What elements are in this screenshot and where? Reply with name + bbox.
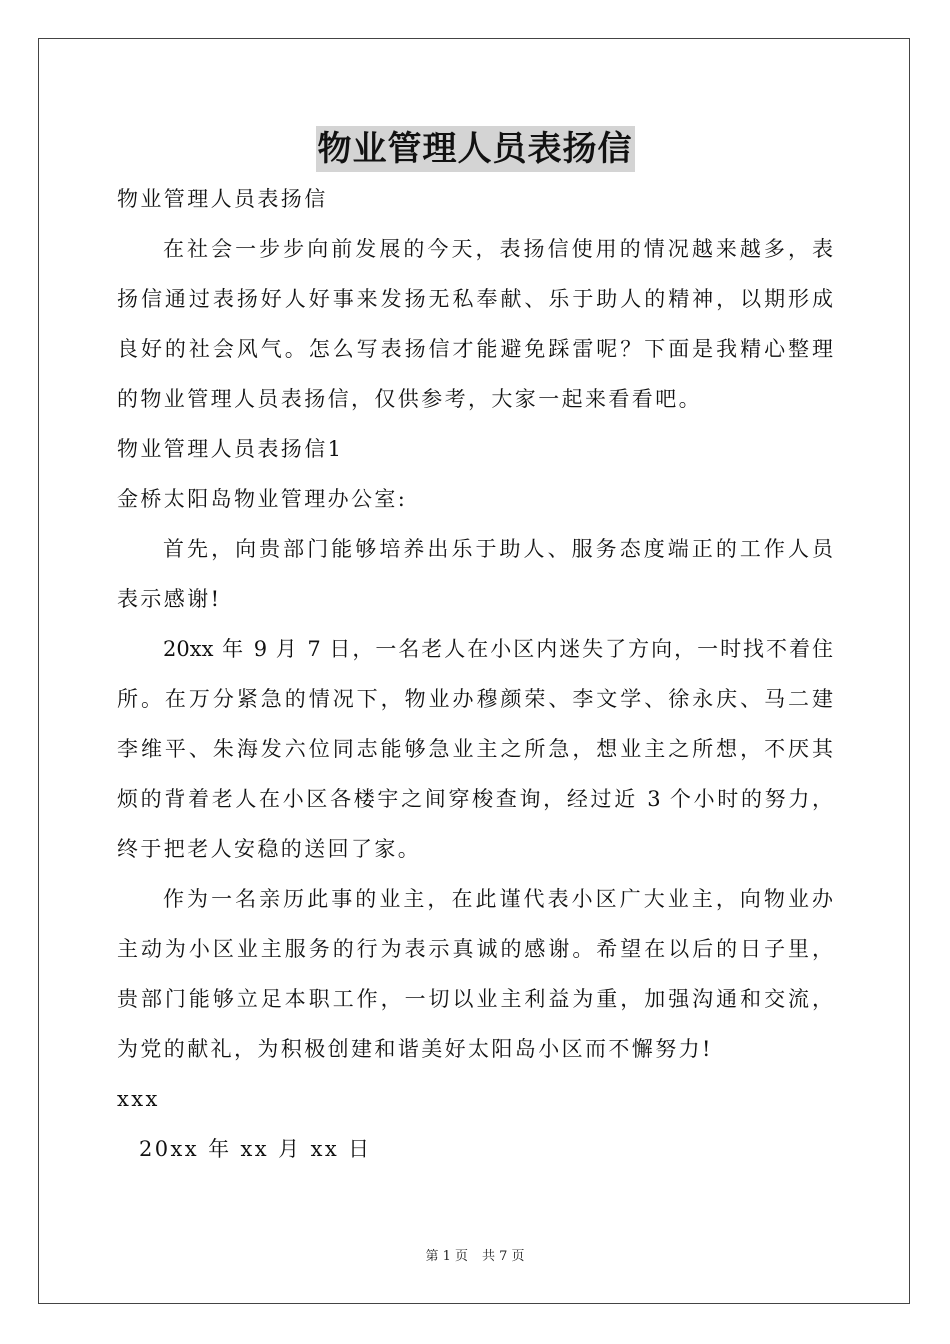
para1-line-2: 表示感谢! <box>117 587 222 611</box>
para3-line-2: 主动为小区业主服务的行为表示真诚的感谢。希望在以后的日子里， <box>117 937 833 961</box>
para2-line-3: 李维平、朱海发六位同志能够急业主之所急，想业主之所想，不厌其 <box>117 737 833 761</box>
document-title: 物业管理人员表扬信 <box>316 126 635 172</box>
intro-line-3: 良好的社会风气。怎么写表扬信才能避免踩雷呢？下面是我精心整理 <box>117 337 833 361</box>
signature: xxx <box>117 1087 160 1111</box>
letter-heading: 物业管理人员表扬信1 <box>117 437 344 461</box>
para3-line-1: 作为一名亲历此事的业主，在此谨代表小区广大业主，向物业办 <box>163 887 833 911</box>
page-border <box>38 38 910 1304</box>
letter-date: 20xx 年 xx 月 xx 日 <box>139 1137 372 1161</box>
page-number-current: 第 1 页 <box>425 1249 468 1264</box>
salutation: 金桥太阳岛物业管理办公室: <box>117 487 408 511</box>
para1-line-1: 首先，向贵部门能够培养出乐于助人、服务态度端正的工作人员 <box>163 537 833 561</box>
subtitle: 物业管理人员表扬信 <box>117 187 328 211</box>
para2-line-1: 20xx 年 9 月 7 日，一名老人在小区内迷失了方向，一时找不着住 <box>163 637 833 661</box>
para2-line-2: 所。在万分紧急的情况下，物业办穆颜荣、李文学、徐永庆、马二建 <box>117 687 833 711</box>
para2-line-5: 终于把老人安稳的送回了家。 <box>117 837 422 861</box>
page-footer <box>0 1248 950 1266</box>
title-container <box>0 126 950 172</box>
intro-line-2: 扬信通过表扬好人好事来发扬无私奉献、乐于助人的精神，以期形成 <box>117 287 833 311</box>
para3-line-3: 贵部门能够立足本职工作，一切以业主利益为重，加强沟通和交流， <box>117 987 833 1011</box>
para3-line-4: 为党的献礼，为积极创建和谐美好太阳岛小区而不懈努力! <box>117 1037 713 1061</box>
intro-line-1: 在社会一步步向前发展的今天，表扬信使用的情况越来越多，表 <box>163 237 833 261</box>
intro-line-4: 的物业管理人员表扬信，仅供参考，大家一起来看看吧。 <box>117 387 702 411</box>
para2-line-4: 烦的背着老人在小区各楼宇之间穿梭查询，经过近 3 个小时的努力， <box>117 787 833 811</box>
page-number-total: 共 7 页 <box>482 1249 525 1264</box>
